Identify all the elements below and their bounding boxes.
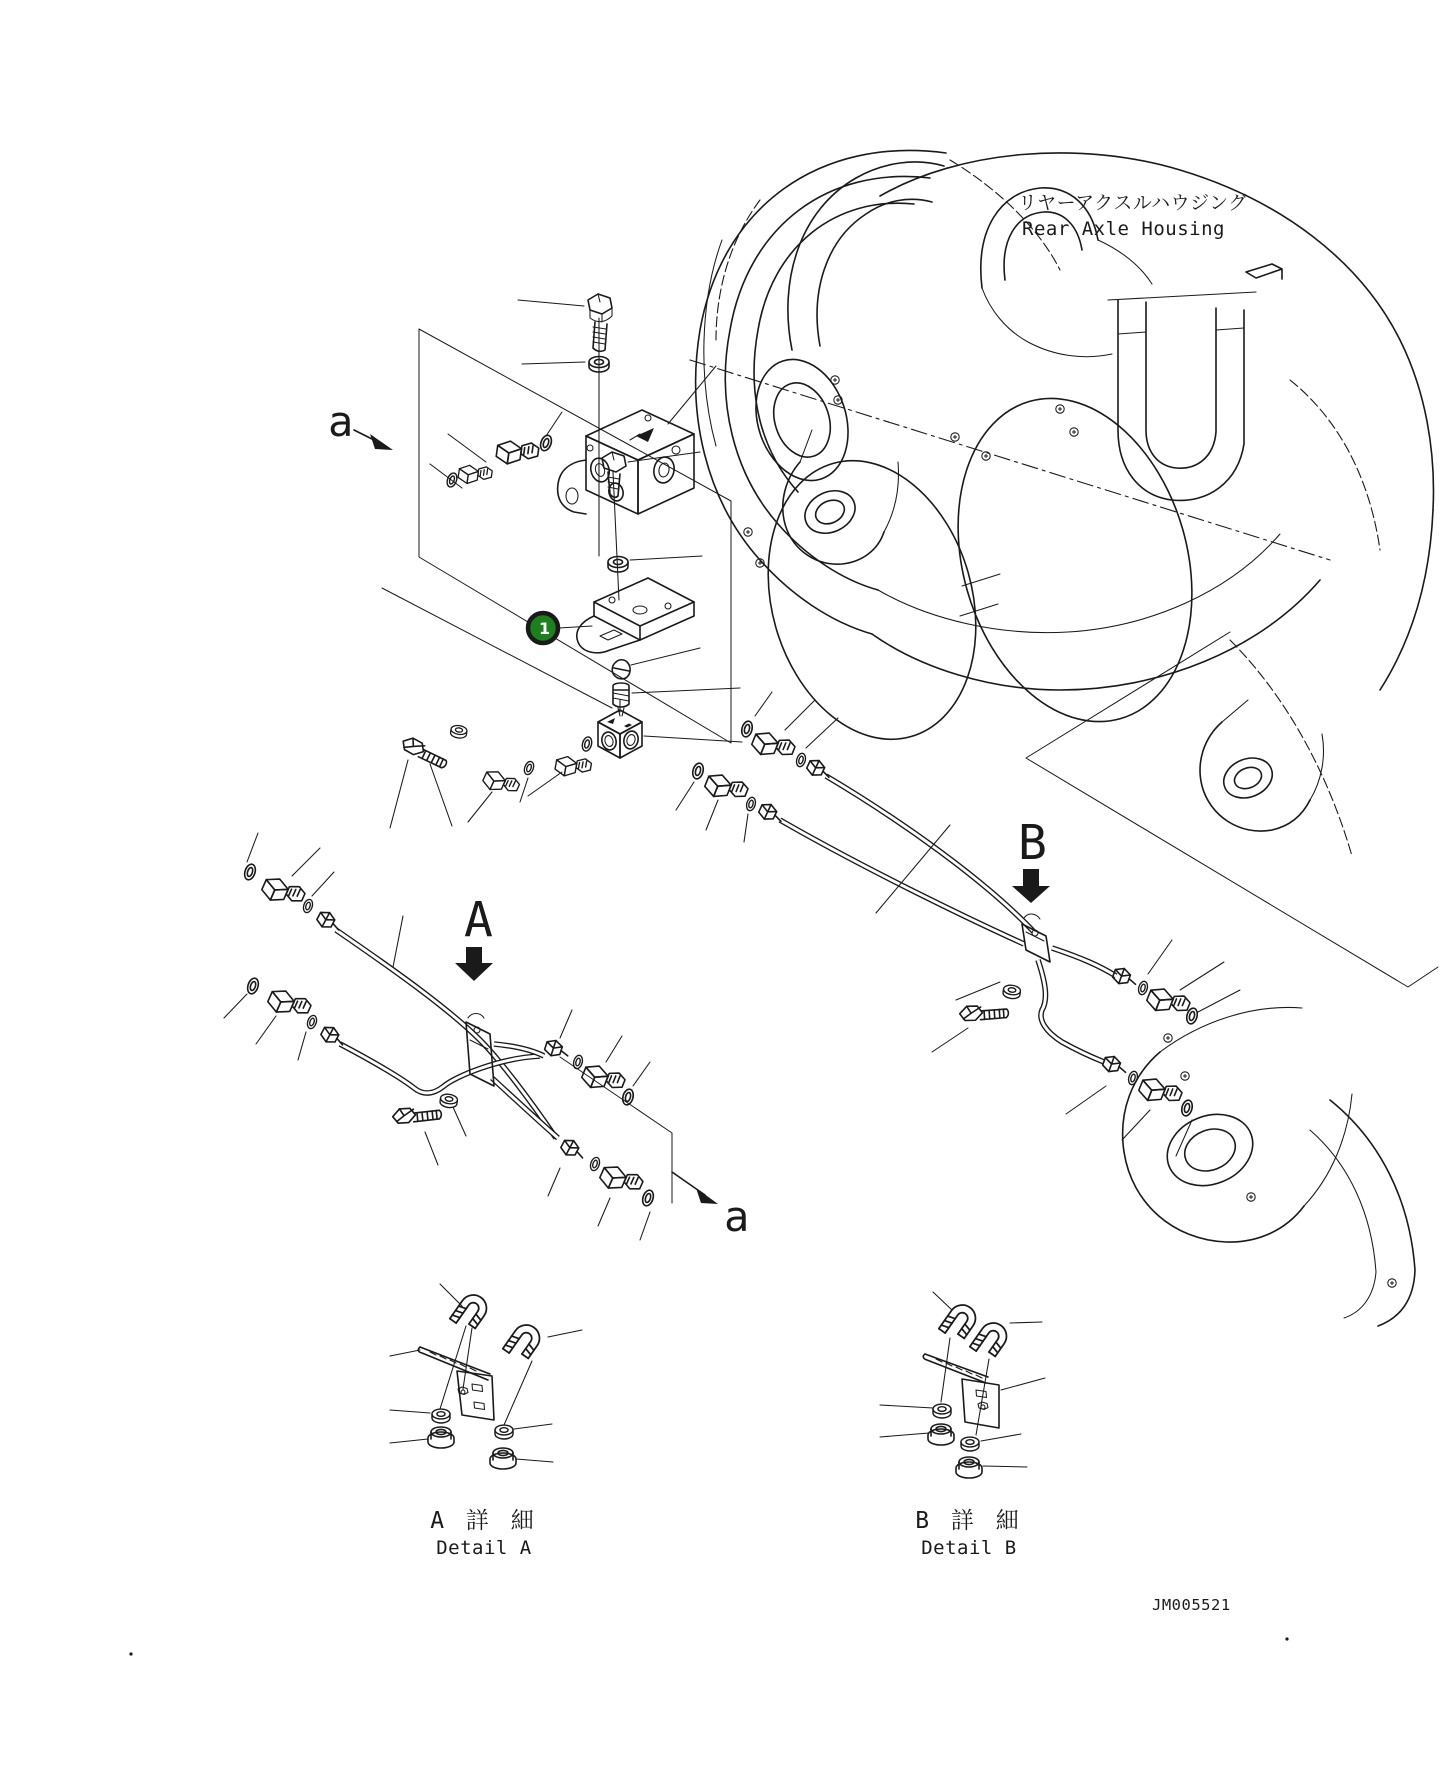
hydraulic-fitting <box>750 728 797 766</box>
hydraulic-fitting <box>554 754 592 780</box>
registration-dot <box>129 1652 132 1655</box>
washer <box>961 1437 979 1451</box>
rear-axle-housing-drawing <box>690 150 1433 1326</box>
bolt-hole <box>1070 428 1078 436</box>
bolt-hole <box>831 376 839 384</box>
o-ring <box>1137 980 1149 995</box>
drawing-number: JM005521 <box>1152 1596 1231 1614</box>
hydraulic-fitting <box>580 1061 627 1099</box>
o-ring <box>302 898 314 914</box>
washer <box>933 1404 951 1418</box>
o-ring <box>1180 1099 1194 1117</box>
pipe-assembly-b <box>676 692 1240 1156</box>
o-ring <box>745 796 757 811</box>
part-1-badge-number: 1 <box>539 619 551 638</box>
hydraulic-fitting <box>259 873 306 912</box>
washer <box>1002 984 1021 999</box>
elbow-fitting <box>481 767 521 800</box>
detail-marker-a: A <box>464 892 493 948</box>
o-ring <box>740 720 754 738</box>
hydraulic-fitting <box>1145 984 1192 1022</box>
housing-label-en: Rear Axle Housing <box>1022 218 1225 240</box>
o-ring <box>523 760 536 776</box>
bolt-hole <box>1181 1072 1189 1080</box>
detail-b-title-en: Detail B <box>921 1537 1017 1559</box>
detail-marker-b: B <box>1018 815 1047 871</box>
plate-mounting-bolt <box>602 452 702 600</box>
bolt-hole <box>744 528 752 536</box>
section-label-a-lower: a <box>724 1192 750 1241</box>
o-ring <box>243 863 257 881</box>
detail-a-drawing <box>390 1284 582 1469</box>
u-bolt <box>970 1318 1012 1362</box>
hydraulic-fitting <box>597 1161 644 1200</box>
washer <box>450 725 468 740</box>
o-ring <box>1127 1070 1139 1085</box>
o-ring <box>539 434 554 452</box>
part-1-plate-assembly <box>390 578 742 828</box>
hydraulic-fitting <box>495 438 539 467</box>
detail-arrow-b <box>1012 869 1050 903</box>
o-ring <box>795 752 807 767</box>
washer <box>495 1425 513 1439</box>
section-plane-lines <box>382 329 1438 1203</box>
detail-arrow-a <box>455 947 493 981</box>
part-1-callout[interactable] <box>528 613 592 643</box>
o-ring <box>581 736 593 752</box>
section-label-a-upper: a <box>328 397 354 446</box>
hose-end-fitting <box>1101 1054 1129 1077</box>
hydraulic-fitting <box>458 463 493 487</box>
bolt-hole <box>951 433 959 441</box>
bolt-hole <box>982 452 990 460</box>
u-bolt <box>939 1300 981 1344</box>
hex-bolt <box>958 995 1010 1031</box>
bolt-hole <box>1247 1193 1255 1201</box>
section-arrow-a-lower <box>696 1188 718 1204</box>
hose-end-fitting <box>543 1038 571 1061</box>
registration-dot <box>1285 1637 1288 1640</box>
flanged-nut <box>956 1457 982 1478</box>
valve-mounting-bolt <box>518 294 612 556</box>
housing-label-jp: リヤーアクスルハウジング <box>1018 192 1248 214</box>
u-bolt <box>503 1320 545 1364</box>
flanged-nut <box>928 1424 954 1445</box>
detail-b-drawing <box>880 1292 1045 1478</box>
o-ring <box>246 977 260 995</box>
hydraulic-fitting <box>1137 1074 1184 1112</box>
hydraulic-fitting <box>265 985 312 1024</box>
u-bolt <box>450 1290 492 1334</box>
washer <box>439 1093 458 1108</box>
washer <box>432 1409 450 1423</box>
view-arrows <box>354 430 1050 1204</box>
hydraulic-fitting <box>703 770 750 808</box>
o-ring <box>641 1189 655 1207</box>
o-ring <box>572 1054 584 1069</box>
hose-end-fitting <box>1111 966 1139 989</box>
detail-a-title-jp: A 詳 細 <box>430 1508 538 1534</box>
o-ring <box>306 1014 318 1030</box>
flanged-nut <box>490 1448 516 1469</box>
section-arrow-a-upper <box>370 434 393 450</box>
detail-b-title-jp: B 詳 細 <box>915 1508 1023 1534</box>
pipe-assembly-a <box>224 833 655 1240</box>
detail-a-title-en: Detail A <box>436 1537 532 1559</box>
hose-end-fitting <box>559 1137 588 1162</box>
brake-valve-assembly <box>430 366 716 514</box>
o-ring <box>691 762 705 780</box>
flanged-nut <box>428 1427 454 1448</box>
bolt-hole <box>1056 405 1064 413</box>
bolt-hole <box>1164 1034 1172 1042</box>
bolt-hole <box>1388 1279 1396 1287</box>
o-ring <box>589 1156 601 1172</box>
hex-bolt <box>391 1096 443 1134</box>
